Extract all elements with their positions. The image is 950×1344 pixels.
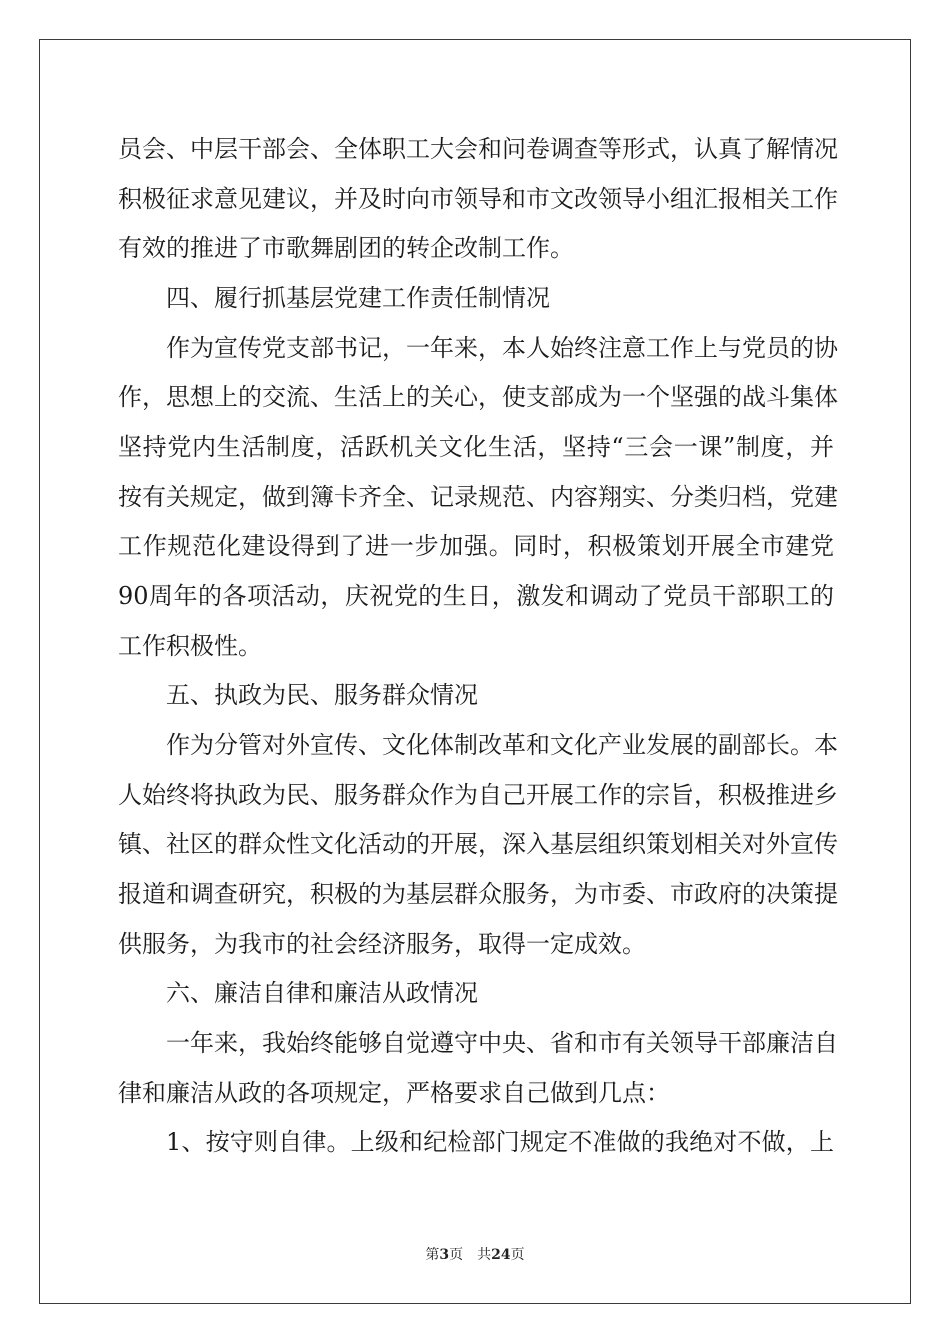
- text-line: 报道和调查研究，积极的为基层群众服务，为市委、市政府的决策提: [118, 880, 838, 908]
- text-line: 1、按守则自律。上级和纪检部门规定不准做的我绝对不做，上: [166, 1128, 834, 1156]
- text-line: 律和廉洁从政的各项规定，严格要求自己做到几点：: [118, 1079, 670, 1107]
- page-border: [39, 39, 911, 1304]
- text-line: 90周年的各项活动，庆祝党的生日，激发和调动了党员干部职工的: [118, 582, 834, 610]
- text-line: 工作规范化建设得到了进一步加强。同时，积极策划开展全市建党: [118, 532, 834, 560]
- text-line: 作为分管对外宣传、文化体制改革和文化产业发展的副部长。本: [166, 731, 838, 759]
- total-unit: 页: [510, 1247, 525, 1263]
- page-footer: [0, 1246, 950, 1264]
- text-line: 供服务，为我市的社会经济服务，取得一定成效。: [118, 930, 646, 958]
- text-line: 作，思想上的交流、生活上的关心，使支部成为一个坚强的战斗集体: [118, 383, 838, 411]
- page-unit: 页: [449, 1247, 464, 1263]
- section-heading: 六、廉洁自律和廉洁从政情况: [166, 979, 478, 1007]
- total-page-count: 24: [491, 1247, 511, 1263]
- current-page-number: 3: [439, 1247, 450, 1263]
- text-line: 员会、中层干部会、全体职工大会和问卷调查等形式，认真了解情况: [118, 135, 838, 163]
- text-line: 有效的推进了市歌舞剧团的转企改制工作。: [118, 234, 574, 262]
- section-heading: 四、履行抓基层党建工作责任制情况: [166, 284, 550, 312]
- total-prefix: 共: [477, 1247, 492, 1263]
- text-line: 坚持党内生活制度，活跃机关文化生活，坚持“三会一课”制度，并: [118, 433, 834, 461]
- section-heading: 五、执政为民、服务群众情况: [166, 681, 478, 709]
- text-line: 人始终将执政为民、服务群众作为自己开展工作的宗旨，积极推进乡: [118, 781, 838, 809]
- page-prefix: 第: [425, 1247, 440, 1263]
- text-line: 作为宣传党支部书记，一年来，本人始终注意工作上与党员的协: [166, 334, 838, 362]
- text-line: 镇、社区的群众性文化活动的开展，深入基层组织策划相关对外宣传: [118, 830, 838, 858]
- text-line: 按有关规定，做到簿卡齐全、记录规范、内容翔实、分类归档，党建: [118, 483, 838, 511]
- text-line: 积极征求意见建议，并及时向市领导和市文改领导小组汇报相关工作: [118, 185, 838, 213]
- text-line: 工作积极性。: [118, 632, 262, 660]
- text-line: 一年来，我始终能够自觉遵守中央、省和市有关领导干部廉洁自: [166, 1029, 838, 1057]
